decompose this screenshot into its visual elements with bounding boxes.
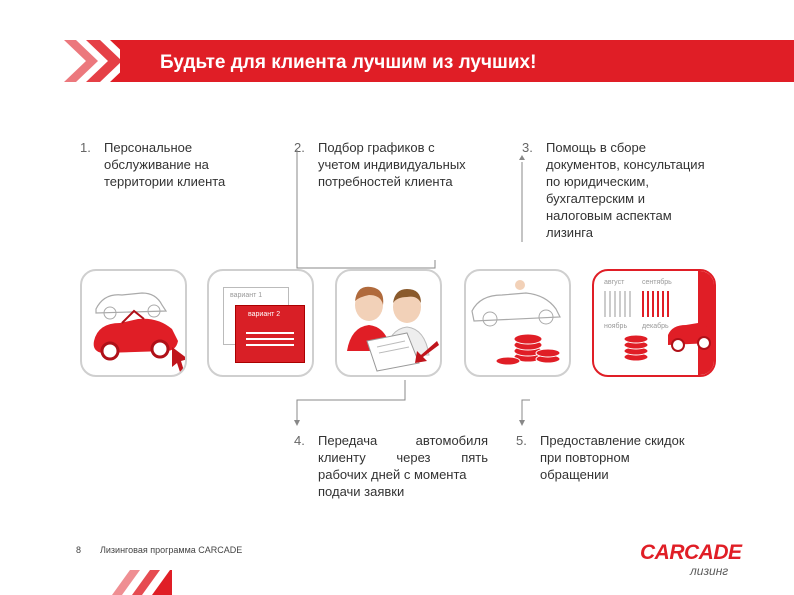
item-number: 3.	[522, 140, 533, 155]
footer-text: Лизинговая программа CARCADE	[100, 545, 243, 555]
variant-card-1: вариант 1	[223, 287, 289, 345]
image-box-cars	[80, 269, 187, 377]
item-number: 1.	[80, 140, 91, 155]
page-title: Будьте для клиента лучшим из лучших!	[160, 52, 537, 73]
car-coins-small	[594, 271, 714, 375]
people-illustration	[337, 271, 440, 375]
image-box-discounts	[592, 269, 716, 377]
connector-top	[290, 150, 530, 272]
item-text: Персональное обслуживание на территории клиента	[104, 140, 226, 189]
item-text: Подбор графиков с учетом индивидуальных потребностей клиента	[318, 140, 466, 189]
image-box-delivery	[464, 269, 571, 377]
item-text: Предоставление скидок при повторном обращении	[540, 433, 685, 482]
car-coins-illustration	[466, 271, 569, 375]
image-box-consultants	[335, 269, 442, 377]
carcade-logo	[640, 541, 748, 581]
page-number: 8	[76, 545, 82, 555]
item-number: 5.	[516, 433, 527, 448]
calendar: август сентябрь ноябрь декабрь	[604, 279, 672, 330]
item-text: Передача автомобиля клиенту через пять рабочих дней с момента подачи заявки	[318, 433, 488, 499]
item-text: Помощь в сборе документов, консультация по юридическим, бухгалтерским и налоговым аспектам лизинга	[546, 140, 705, 240]
connector-bottom	[290, 380, 540, 430]
logo-subtitle: лизинг	[690, 564, 729, 578]
car-illustration	[82, 271, 185, 375]
logo-wordmark: CARCADE	[640, 541, 742, 564]
item-number: 2.	[294, 140, 305, 155]
item-number: 4.	[294, 433, 305, 448]
image-box-variants	[207, 269, 314, 377]
footer-chevrons	[112, 560, 172, 595]
variant-card-2: вариант 2	[235, 305, 305, 363]
